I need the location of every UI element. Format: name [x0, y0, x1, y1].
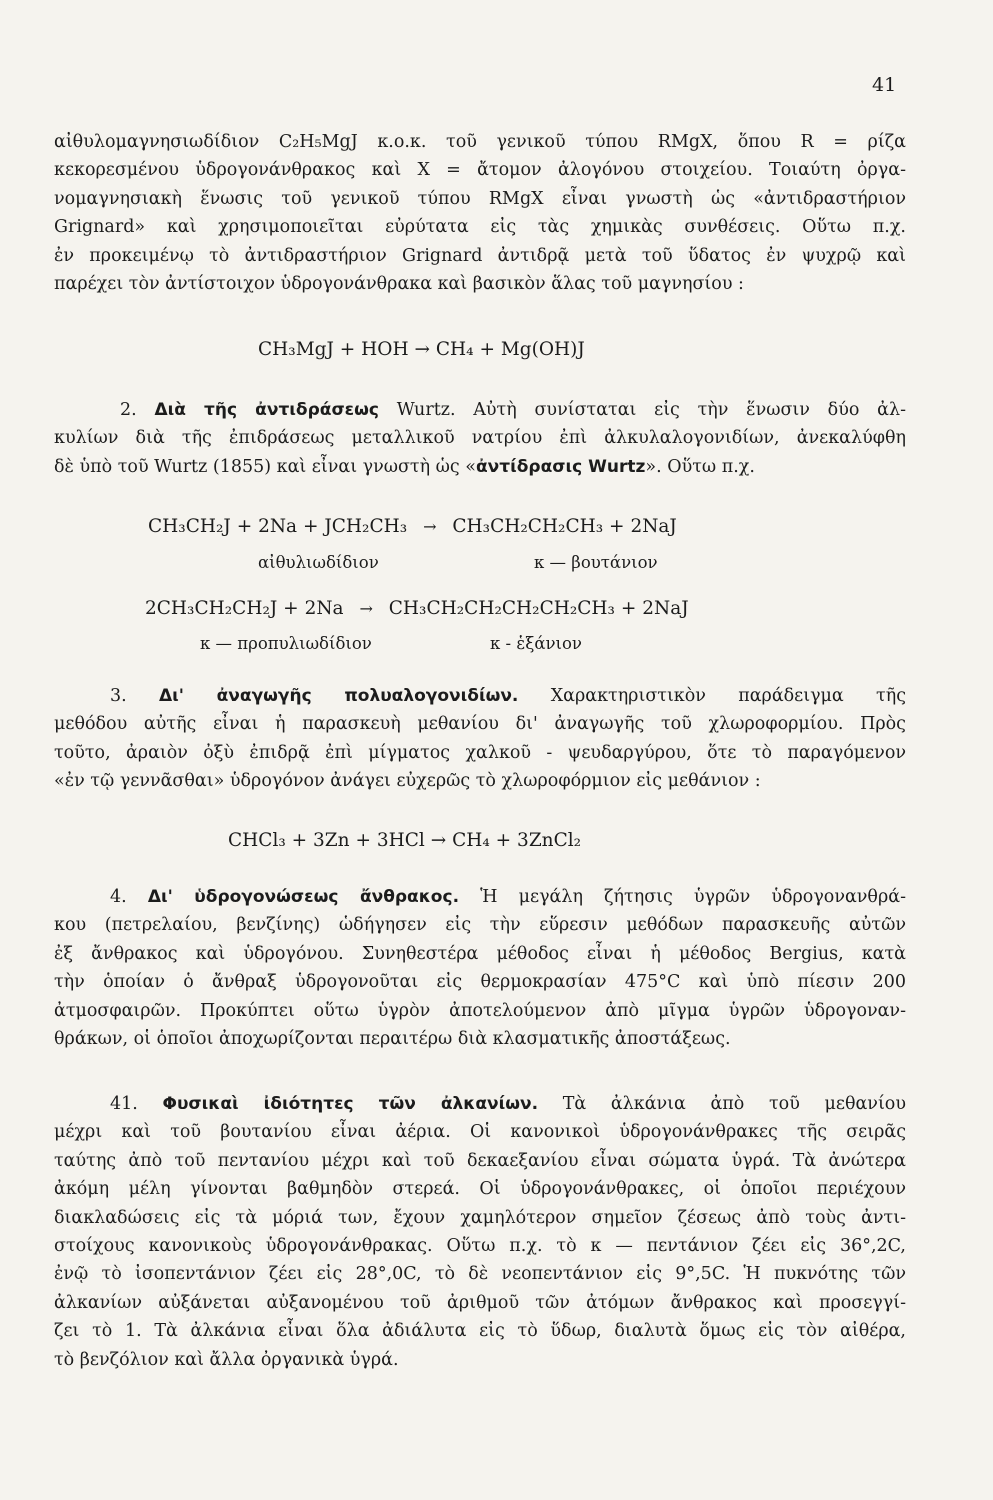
section-41-line: ταύτης ἀπὸ τοῦ πεντανίου μέχρι καὶ τοῦ δεκαεξανίου εἶναι σώματα ὑγρά. Τὰ ἀνώτερα — [54, 1150, 906, 1171]
intro-line: Grignard» καὶ χρησιμοποιεῖται εὐρύτατα εἰς τὰς χημικὰς συνθέσεις. Οὕτω π.χ. — [54, 217, 906, 238]
section-3-line: τοῦτο, ἀραιὸν ὀξὺ ἐπιδρᾷ ἐπὶ μίγματος χαλκοῦ - ψευδαργύρου, ὅτε τὸ παραγόμενον — [54, 742, 906, 763]
section-3-line: «ἐν τῷ γεννᾶσθαι» ὑδρογόνον ἀνάγει εὐχερῶς τὸ χλωροφόρμιον εἰς μεθάνιον : — [54, 771, 761, 792]
section-41-line — [54, 1090, 906, 1118]
section-2-line3-pre: δὲ ὑπὸ τοῦ Wurtz (1855) καὶ εἶναι γνωστὴ ὡς « — [54, 456, 476, 477]
section-2-line — [54, 396, 906, 424]
section-4-line: ἀτμοσφαιρῶν. Προκύπτει οὕτω ὑγρὸν ἀποτελούμενον ἀπὸ μῖγμα ὑγρῶν ὑδρογοναν- — [54, 1000, 906, 1021]
section-4-line: θράκων, οἱ ὁποῖοι ἀποχωρίζονται περαιτέρω διὰ κλασματικῆς ἀποστάξεως. — [54, 1028, 731, 1049]
page-number: 41 — [872, 74, 897, 96]
intro-line: παρέχει τὸν ἀντίστοιχον ὑδρογονάνθρακα καὶ βασικὸν ἅλας τοῦ μαγνησίου : — [54, 273, 744, 294]
section-41-line: διακλαδώσεις εἰς τὰ μόριά των, ἔχουν χαμηλότερον σημεῖον ζέσεως ἀπὸ τοὺς ἀντι- — [54, 1207, 906, 1228]
section-4-line: κου (πετρελαίου, βενζίνης) ὡδήγησεν εἰς τὴν εὕρεσιν μεθόδων παρασκευῆς αὐτῶν — [54, 915, 906, 936]
section-3-number: 3. — [110, 686, 127, 706]
intro-line: ἐν προκειμένῳ τὸ ἀντιδραστήριον Grignard ἀντιδρᾷ μετὰ τοῦ ὕδατος ἐν ψυχρῷ καὶ — [54, 245, 906, 266]
section-2-line: κυλίων διὰ τῆς ἐπιδράσεως μεταλλικοῦ νατρίου ἐπὶ ἀλκυλαλογονιδίων, ἀνεκαλύφθη — [54, 428, 906, 449]
section-2-heading-name: Wurtz. — [396, 400, 456, 420]
eq2-right: CH₃CH₂CH₂CH₃ + 2NaJ — [452, 516, 677, 537]
section-4-heading: Δι' ὑδρογονώσεως ἄνθρακος. — [147, 887, 460, 907]
section-3-paragraph — [54, 682, 906, 796]
intro-line: νομαγνησιακὴ ἕνωσις τοῦ γενικοῦ τύπου RMgX εἶναι γνωστὴ ὡς «ἀντιδραστήριον — [54, 188, 906, 209]
equation-chloroform-reduction: CHCl₃ + 3Zn + 3HCl → CH₄ + 3ZnCl₂ — [228, 830, 582, 851]
section-4-line: τὴν ὁποίαν ὁ ἄνθραξ ὑδρογονοῦται εἰς θερμοκρασίαν 475°C καὶ ὑπὸ πίεσιν 200 — [54, 972, 906, 993]
arrow-icon: → — [423, 517, 437, 536]
intro-line: αἰθυλομαγνησιωδίδιον C₂H₅MgJ κ.ο.κ. τοῦ γενικοῦ τύπου RMgX, ὅπου R = ρίζα — [54, 132, 906, 152]
section-4-line — [54, 883, 906, 911]
section-41-line: ἀκόμη μέλη γίνονται βαθμηδὸν στερεά. Οἱ ὑδρογονάνθρακες, οἱ ὁποῖοι περιέχουν — [54, 1179, 906, 1200]
section-3-line1-text: Χαρακτηριστικὸν παράδειγμα τῆς — [550, 686, 906, 706]
section-41-line: τὸ βενζόλιον καὶ ἄλλα ὀργανικὰ ὑγρά. — [54, 1349, 399, 1370]
section-2-line3-post: ». Οὕτω π.χ. — [645, 456, 755, 477]
equation-wurtz-ethyl — [148, 516, 677, 537]
arrow-icon: → — [359, 599, 373, 618]
section-3-heading: Δι' ἀναγωγῆς πολυαλογονιδίων. — [159, 686, 519, 706]
eq2-caption-right: κ — βουτάνιον — [534, 553, 658, 572]
eq3-right: CH₃CH₂CH₂CH₂CH₂CH₃ + 2NaJ — [388, 598, 689, 619]
eq3-left: 2CH₃CH₂CH₂J + 2Na — [145, 598, 344, 619]
section-2-line1-text: Αὐτὴ συνίσταται εἰς τὴν ἕνωσιν δύο ἀλ- — [473, 400, 906, 420]
section-3-line — [54, 682, 906, 710]
section-4-line: ἐξ ἄνθρακος καὶ ὑδρογόνου. Συνηθεστέρα μέθοδος εἶναι ἡ μέθοδος Bergius, κατὰ — [54, 943, 906, 964]
section-2-heading: Διὰ τῆς ἀντιδράσεως — [154, 400, 380, 420]
eq3-caption-right: κ - ἑξάνιον — [490, 634, 582, 653]
section-41-line1-text: Τὰ ἀλκάνια ἀπὸ τοῦ μεθανίου — [562, 1094, 906, 1114]
section-41-line: ἀλκανίων αὐξάνεται αὐξανομένου τοῦ ἀριθμοῦ τῶν ἀτόμων ἄνθρακος καὶ προσεγγί- — [54, 1292, 906, 1313]
equation-grignard-water: CH₃MgJ + HOH → CH₄ + Mg(OH)J — [258, 339, 585, 360]
section-41-paragraph — [54, 1090, 906, 1374]
intro-paragraph — [54, 128, 906, 298]
section-41-number: 41. — [110, 1094, 138, 1114]
section-2-line — [54, 453, 906, 481]
section-41-line: ζει τὸ 1. Τὰ ἀλκάνια εἶναι ὅλα ἀδιάλυτα εἰς τὸ ὕδωρ, διαλυτὰ ὅμως εἰς τὸν αἰθέρα, — [54, 1321, 906, 1342]
section-4-number: 4. — [110, 887, 127, 907]
equation-wurtz-propyl — [145, 598, 689, 619]
eq2-left: CH₃CH₂J + 2Na + JCH₂CH₃ — [148, 516, 408, 537]
section-41-line: ἐνῷ τὸ ἰσοπεντάνιον ζέει εἰς 28°,0C, τὸ δὲ νεοπεντάνιον εἰς 9°,5C. Ἡ πυκνότης τῶν — [54, 1264, 906, 1285]
section-41-line: μέχρι καὶ τοῦ βουτανίου εἶναι ἀέρια. Οἱ κανονικοὶ ὑδρογονάνθρακες τῆς σειρᾶς — [54, 1122, 906, 1143]
eq2-caption-left: αἰθυλιωδίδιον — [258, 553, 379, 572]
section-41-line: στοίχους κανονικοὺς ὑδρογονάνθρακας. Οὕτω π.χ. τὸ κ — πεντάνιον ζέει εἰς 36°,2C, — [54, 1235, 906, 1256]
section-2-paragraph — [54, 396, 906, 481]
section-2-number: 2. — [120, 400, 137, 420]
eq3-caption-left: κ — προπυλιωδίδιον — [200, 634, 372, 653]
intro-line: κεκορεσμένου ὑδρογονάνθρακος καὶ X = ἄτομον ἀλογόνου στοιχείου. Τοιαύτη ὀργα- — [54, 160, 906, 181]
section-4-paragraph — [54, 883, 906, 1053]
section-2-reaction-name: ἀντίδρασις Wurtz — [476, 456, 646, 477]
section-4-line1-text: Ἡ μεγάλη ζήτησις ὑγρῶν ὑδρογονανθρά- — [480, 887, 906, 907]
section-41-heading: Φυσικαὶ ἰδιότητες τῶν ἀλκανίων. — [162, 1094, 539, 1114]
section-3-line: μεθόδου αὐτῆς εἶναι ἡ παρασκευὴ μεθανίου δι' ἀναγωγῆς τοῦ χλωροφορμίου. Πρὸς — [54, 714, 906, 735]
